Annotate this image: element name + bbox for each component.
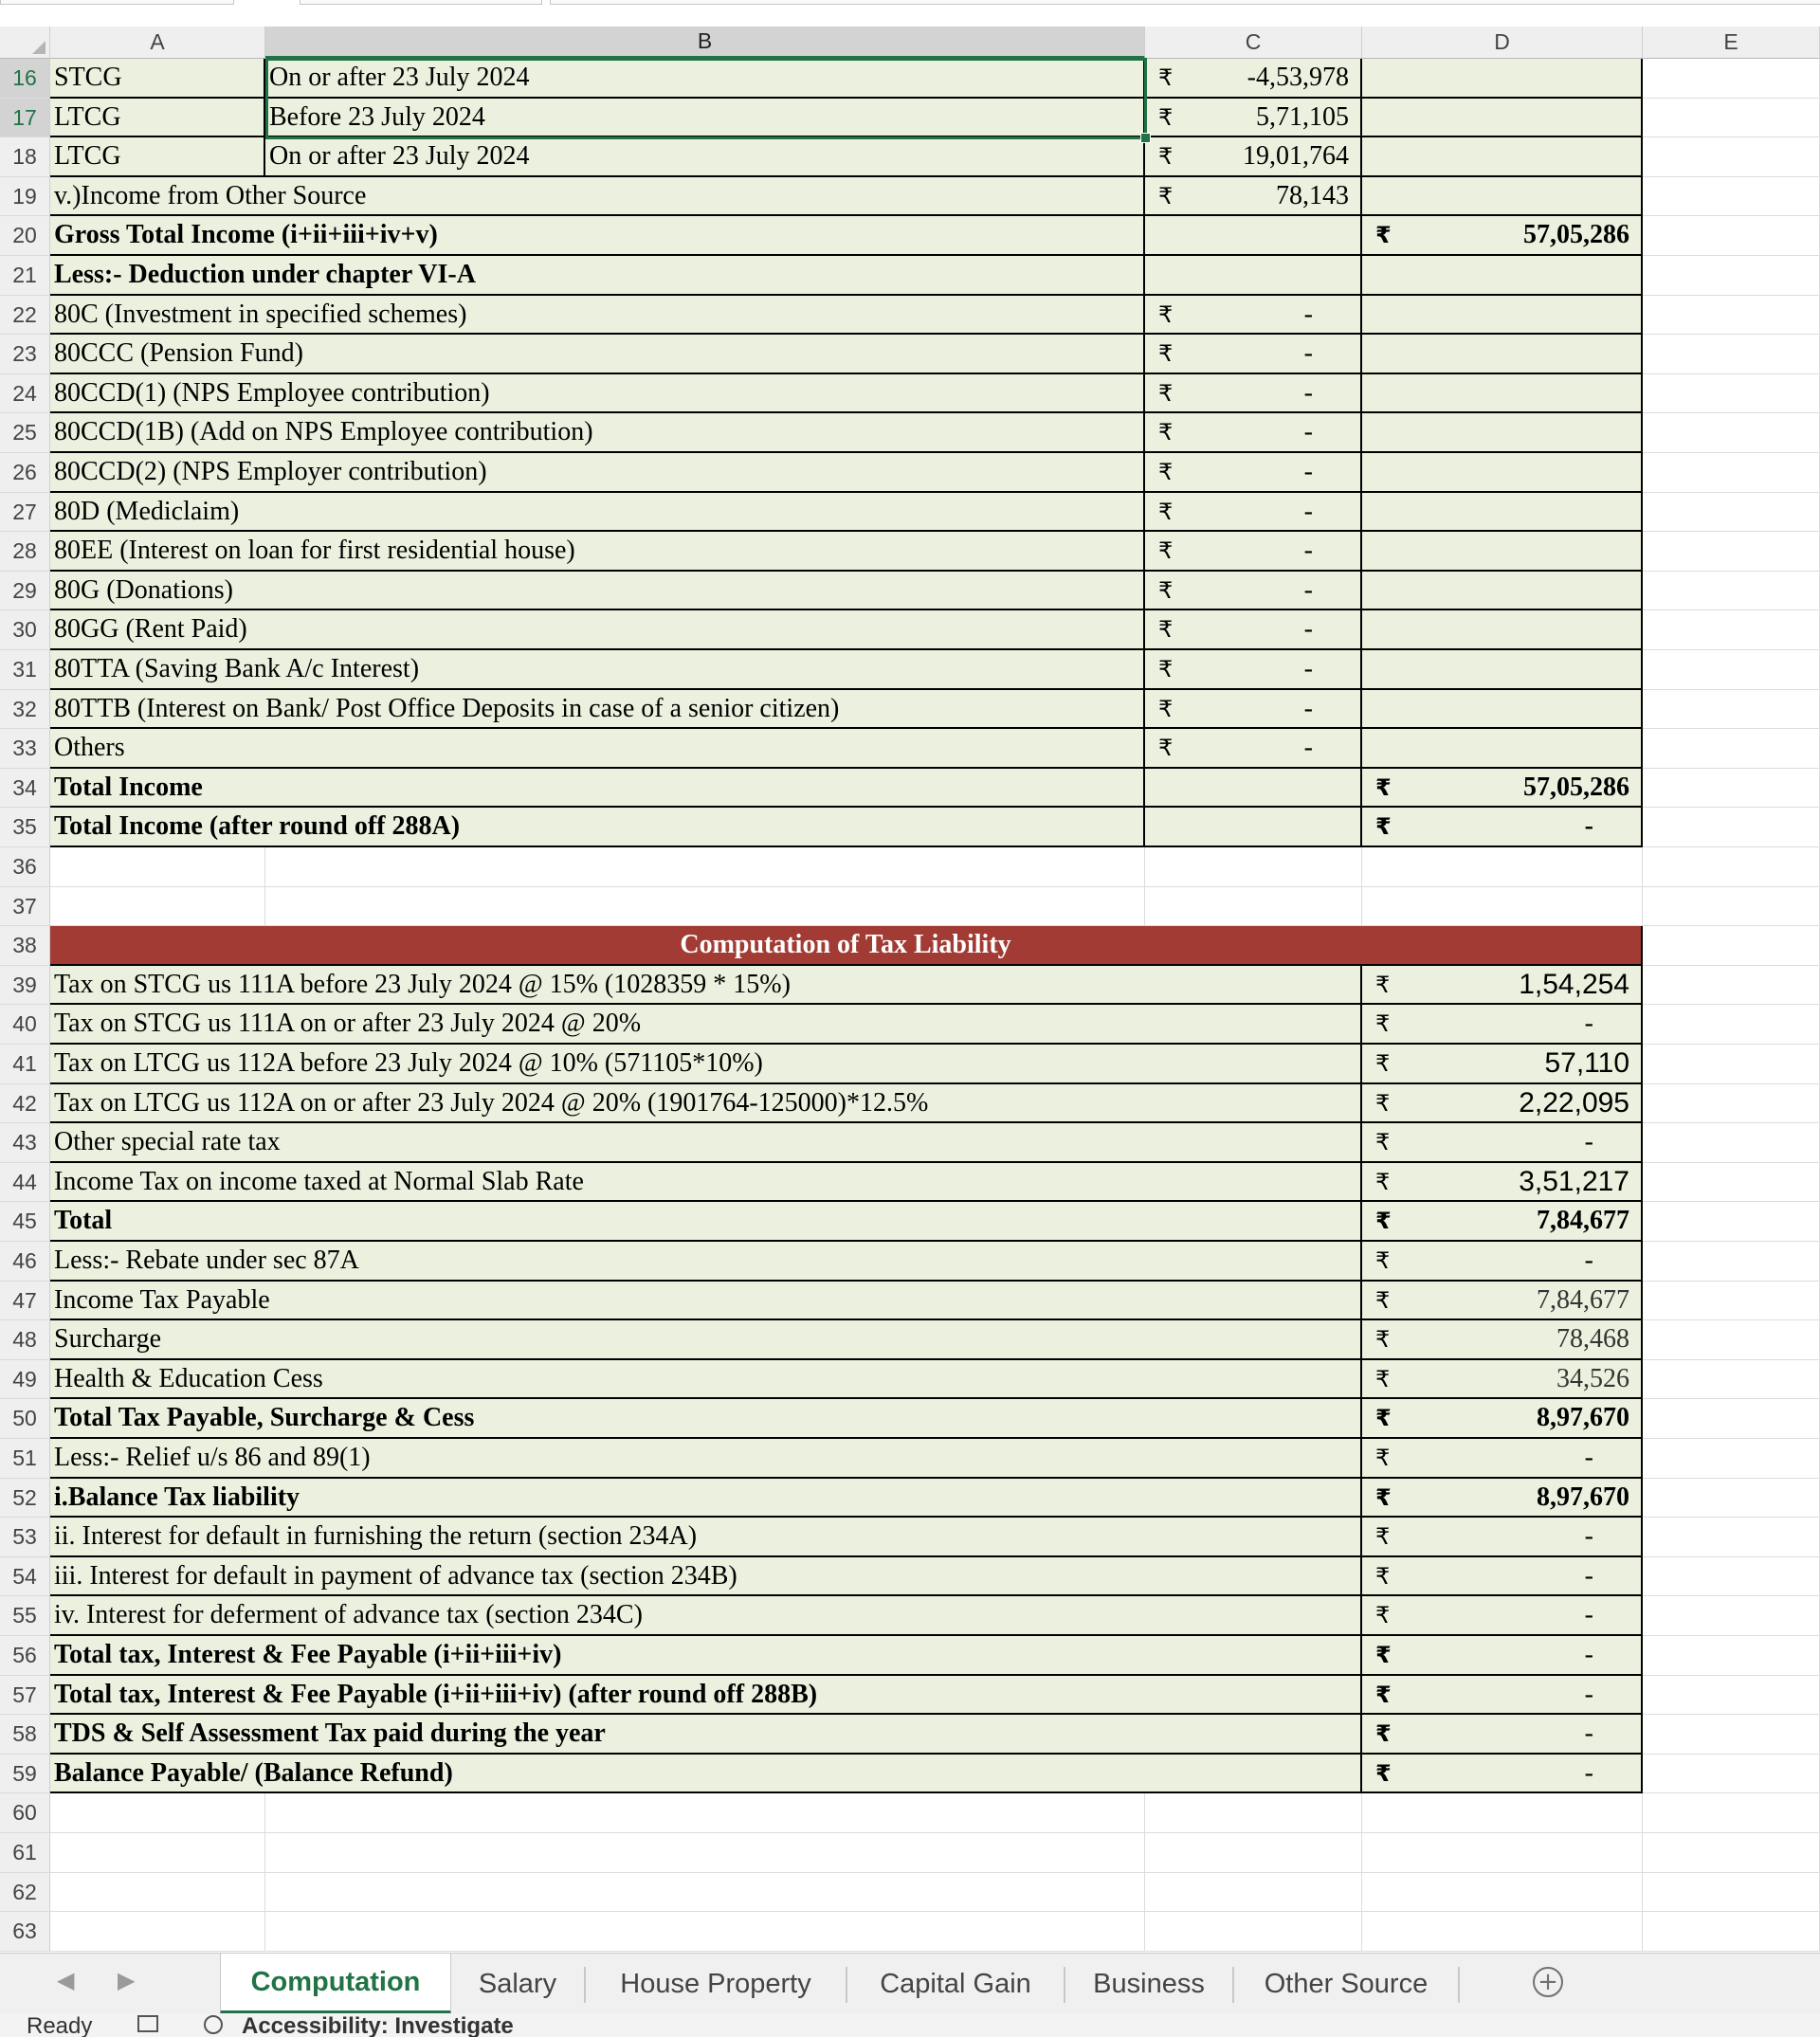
cell-empty[interactable] — [265, 1912, 1145, 1952]
row-header-29[interactable]: 29 — [0, 572, 50, 610]
rupee-symbol[interactable]: ₹ — [1362, 1715, 1643, 1755]
cell-label[interactable]: TDS & Self Assessment Tax paid during the year — [50, 1715, 1362, 1755]
cell-value[interactable]: - — [1362, 1676, 1643, 1715]
row-header-45[interactable]: 45 — [0, 1202, 50, 1242]
cell-value[interactable]: 3,51,217 — [1362, 1163, 1643, 1202]
rupee-symbol[interactable]: ₹ — [1362, 1045, 1643, 1084]
cell-empty[interactable] — [1643, 1242, 1820, 1282]
row-header-35[interactable]: 35 — [0, 808, 50, 847]
cell-value[interactable]: - — [1145, 729, 1362, 769]
rupee-symbol[interactable] — [1362, 296, 1643, 335]
row-header-61[interactable]: 61 — [0, 1833, 50, 1873]
rupee-symbol[interactable] — [1362, 374, 1643, 413]
cell-empty[interactable] — [1643, 729, 1820, 769]
cell-empty[interactable] — [1362, 1912, 1643, 1952]
cell-empty[interactable] — [1643, 1123, 1820, 1163]
cell-value[interactable]: 19,01,764 — [1145, 137, 1362, 177]
column-header-a[interactable]: A — [50, 27, 265, 59]
cell-label[interactable]: 80GG (Rent Paid) — [50, 610, 1145, 650]
cell-empty[interactable] — [1643, 1479, 1820, 1518]
cell-label[interactable]: v.)Income from Other Source — [50, 177, 1145, 216]
rupee-symbol[interactable]: ₹ — [1362, 1163, 1643, 1202]
cell-empty[interactable] — [1643, 1005, 1820, 1045]
rupee-symbol[interactable]: ₹ — [1145, 413, 1362, 453]
cell-label[interactable]: Total Income — [50, 769, 1145, 808]
cell-empty[interactable] — [1643, 1912, 1820, 1952]
cell-value[interactable]: 57,05,286 — [1362, 216, 1643, 256]
tab-salary[interactable]: Salary — [478, 1968, 557, 1999]
row-header-30[interactable]: 30 — [0, 610, 50, 650]
accessibility-icon[interactable] — [204, 2015, 223, 2034]
cell-label[interactable]: Income Tax Payable — [50, 1282, 1362, 1320]
cell-empty[interactable] — [1643, 1557, 1820, 1596]
status-ready: Ready — [27, 2013, 93, 2037]
cell-label[interactable]: STCG — [50, 59, 265, 99]
rupee-symbol[interactable]: ₹ — [1145, 729, 1362, 769]
row-header-54[interactable]: 54 — [0, 1557, 50, 1596]
rupee-symbol[interactable] — [1362, 256, 1643, 296]
formula-bar-edge — [0, 0, 1820, 27]
cell-label[interactable]: LTCG — [50, 99, 265, 137]
rupee-symbol[interactable]: ₹ — [1362, 216, 1643, 256]
row-header-18[interactable]: 18 — [0, 137, 50, 177]
cell-empty[interactable] — [1643, 1873, 1820, 1912]
column-header-b[interactable]: B — [265, 27, 1145, 59]
row-header-19[interactable]: 19 — [0, 177, 50, 216]
cell-empty[interactable] — [1643, 1833, 1820, 1873]
row-header-59[interactable]: 59 — [0, 1755, 50, 1793]
cell-label[interactable]: 80CCD(2) (NPS Employer contribution) — [50, 453, 1145, 493]
rupee-symbol[interactable]: ₹ — [1362, 966, 1643, 1005]
row-header-22[interactable]: 22 — [0, 296, 50, 335]
rupee-symbol[interactable] — [1362, 99, 1643, 137]
rupee-symbol[interactable]: ₹ — [1145, 493, 1362, 532]
cell-label[interactable]: 80TTA (Saving Bank A/c Interest) — [50, 650, 1145, 690]
row-header-21[interactable]: 21 — [0, 256, 50, 296]
cell-label[interactable]: Less:- Deduction under chapter VI-A — [50, 256, 1145, 296]
row-header-42[interactable]: 42 — [0, 1084, 50, 1123]
cell-value[interactable]: - — [1145, 374, 1362, 413]
rupee-symbol[interactable]: ₹ — [1145, 374, 1362, 413]
cell-label[interactable]: Total Income (after round off 288A) — [50, 808, 1145, 847]
add-sheet-icon[interactable]: + — [1533, 1967, 1563, 1997]
cell-value[interactable]: - — [1145, 296, 1362, 335]
row-header-16[interactable]: 16 — [0, 59, 50, 99]
cell-value[interactable]: - — [1362, 1596, 1643, 1636]
cell-empty[interactable] — [1643, 532, 1820, 572]
cell-empty[interactable] — [1643, 1320, 1820, 1360]
row-header-28[interactable]: 28 — [0, 532, 50, 572]
cell-empty[interactable] — [1643, 453, 1820, 493]
row-header-41[interactable]: 41 — [0, 1045, 50, 1084]
cell-value[interactable]: - — [1362, 1242, 1643, 1282]
cell-value[interactable]: - — [1145, 690, 1362, 729]
cell-value[interactable]: - — [1145, 453, 1362, 493]
rupee-symbol[interactable]: ₹ — [1145, 296, 1362, 335]
cell-empty[interactable] — [1643, 966, 1820, 1005]
row-header-38[interactable]: 38 — [0, 926, 50, 966]
cell-label[interactable]: 80D (Mediclaim) — [50, 493, 1145, 532]
rupee-symbol[interactable] — [1362, 59, 1643, 99]
cell-empty[interactable] — [265, 1873, 1145, 1912]
row-header-60[interactable]: 60 — [0, 1793, 50, 1833]
cell-sublabel[interactable]: Before 23 July 2024 — [265, 99, 1145, 137]
cell-label[interactable]: Total tax, Interest & Fee Payable (i+ii+iii+iv) — [50, 1636, 1362, 1676]
cell-empty[interactable] — [1643, 335, 1820, 374]
rupee-symbol[interactable]: ₹ — [1362, 1282, 1643, 1320]
rupee-symbol[interactable]: ₹ — [1362, 1557, 1643, 1596]
tab-house-property[interactable]: House Property — [620, 1968, 811, 1999]
cell-value[interactable]: 5,71,105 — [1145, 99, 1362, 137]
cell-value[interactable]: 57,05,286 — [1362, 769, 1643, 808]
row-header-48[interactable]: 48 — [0, 1320, 50, 1360]
rupee-symbol[interactable] — [1362, 453, 1643, 493]
rupee-symbol[interactable] — [1362, 493, 1643, 532]
cell-empty[interactable] — [1643, 1715, 1820, 1755]
cell-label[interactable]: Gross Total Income (i+ii+iii+iv+v) — [50, 216, 1145, 256]
accessibility-status[interactable]: Accessibility: Investigate — [242, 2013, 514, 2037]
cell-empty[interactable] — [1643, 99, 1820, 137]
cell-empty[interactable] — [1643, 493, 1820, 532]
rupee-symbol[interactable] — [1362, 690, 1643, 729]
cell-empty[interactable] — [1145, 847, 1362, 887]
cell-empty[interactable] — [1643, 1676, 1820, 1715]
rupee-symbol[interactable]: ₹ — [1145, 453, 1362, 493]
row-header-40[interactable]: 40 — [0, 1005, 50, 1045]
cell-empty[interactable] — [1643, 1084, 1820, 1123]
cell-value[interactable]: 57,110 — [1362, 1045, 1643, 1084]
cell-empty[interactable] — [50, 1912, 265, 1952]
cell-value[interactable]: - — [1362, 1005, 1643, 1045]
cell-label[interactable]: 80CCD(1B) (Add on NPS Employee contribution) — [50, 413, 1145, 453]
row-header-20[interactable]: 20 — [0, 216, 50, 256]
cell-value[interactable]: - — [1362, 1123, 1643, 1163]
row-header-58[interactable]: 58 — [0, 1715, 50, 1755]
row-header-50[interactable]: 50 — [0, 1399, 50, 1439]
cell-empty[interactable] — [1145, 1793, 1362, 1833]
tab-computation[interactable]: Computation — [220, 1954, 451, 2014]
cell-empty[interactable] — [1362, 1793, 1643, 1833]
rupee-symbol[interactable]: ₹ — [1362, 1360, 1643, 1399]
cell-label[interactable]: Less:- Rebate under sec 87A — [50, 1242, 1362, 1282]
cell-value[interactable]: 78,143 — [1145, 177, 1362, 216]
cell-label[interactable]: Others — [50, 729, 1145, 769]
rupee-symbol[interactable]: ₹ — [1362, 808, 1643, 847]
cell-empty[interactable] — [1145, 1833, 1362, 1873]
cell-empty[interactable] — [1643, 690, 1820, 729]
row-header-63[interactable]: 63 — [0, 1912, 50, 1952]
cell-value[interactable]: 1,54,254 — [1362, 966, 1643, 1005]
cell-label[interactable]: 80C (Investment in specified schemes) — [50, 296, 1145, 335]
fill-handle[interactable] — [1140, 133, 1151, 143]
cell-empty[interactable] — [1643, 1755, 1820, 1793]
cell-value[interactable]: - — [1145, 493, 1362, 532]
cell-label[interactable]: Tax on STCG us 111A on or after 23 July 2024 @ 20% — [50, 1005, 1362, 1045]
column-header-c[interactable]: C — [1145, 27, 1362, 59]
row-header-24[interactable]: 24 — [0, 374, 50, 413]
cell-empty[interactable] — [1643, 413, 1820, 453]
cell-empty[interactable] — [1643, 887, 1820, 926]
cell-label[interactable]: 80G (Donations) — [50, 572, 1145, 610]
rupee-symbol[interactable]: ₹ — [1145, 650, 1362, 690]
cell-label[interactable]: Tax on STCG us 111A before 23 July 2024 @ 15% (1028359 * 15%) — [50, 966, 1362, 1005]
tab-other-source[interactable]: Other Source — [1264, 1968, 1429, 1999]
rupee-symbol[interactable]: ₹ — [1362, 1005, 1643, 1045]
rupee-symbol[interactable]: ₹ — [1145, 690, 1362, 729]
cell-value[interactable]: 8,97,670 — [1362, 1479, 1643, 1518]
cell-label[interactable]: Total Tax Payable, Surcharge & Cess — [50, 1399, 1362, 1439]
cell-label[interactable]: i.Balance Tax liability — [50, 1479, 1362, 1518]
row-header-53[interactable]: 53 — [0, 1518, 50, 1557]
cell-empty[interactable] — [265, 1833, 1145, 1873]
cell-empty[interactable] — [1145, 1912, 1362, 1952]
row-header-44[interactable]: 44 — [0, 1163, 50, 1202]
tab-business[interactable]: Business — [1093, 1968, 1205, 1999]
rupee-symbol[interactable]: ₹ — [1362, 1755, 1643, 1793]
rupee-symbol[interactable] — [1362, 413, 1643, 453]
cell-label[interactable]: Total tax, Interest & Fee Payable (i+ii+iii+iv) (after round off 288B) — [50, 1676, 1362, 1715]
cell-empty[interactable] — [1362, 1873, 1643, 1912]
column-header-e[interactable]: E — [1643, 27, 1820, 59]
cell-value[interactable]: - — [1362, 1636, 1643, 1676]
row-header-37[interactable]: 37 — [0, 887, 50, 926]
cell-empty[interactable] — [1643, 926, 1820, 966]
rupee-symbol[interactable]: ₹ — [1362, 1636, 1643, 1676]
cell-empty[interactable] — [1643, 847, 1820, 887]
tab-capital-gain[interactable]: Capital Gain — [880, 1968, 1031, 1999]
rupee-symbol[interactable]: ₹ — [1362, 1518, 1643, 1557]
cell-empty[interactable] — [50, 1833, 265, 1873]
cell-label[interactable]: iv. Interest for deferment of advance tax (section 234C) — [50, 1596, 1362, 1636]
rupee-symbol[interactable] — [1362, 532, 1643, 572]
row-header-34[interactable]: 34 — [0, 769, 50, 808]
select-all-corner[interactable] — [0, 27, 50, 59]
cell-label[interactable]: 80CCC (Pension Fund) — [50, 335, 1145, 374]
rupee-symbol[interactable] — [1145, 216, 1362, 256]
cell-label[interactable]: Total — [50, 1202, 1362, 1242]
row-header-51[interactable]: 51 — [0, 1439, 50, 1479]
row-header-27[interactable]: 27 — [0, 493, 50, 532]
cell-empty[interactable] — [1643, 177, 1820, 216]
rupee-symbol[interactable] — [1362, 137, 1643, 177]
cell-empty[interactable] — [1643, 1439, 1820, 1479]
cell-empty[interactable] — [1643, 769, 1820, 808]
cell-label[interactable]: Other special rate tax — [50, 1123, 1362, 1163]
rupee-symbol[interactable]: ₹ — [1362, 1399, 1643, 1439]
rupee-symbol[interactable]: ₹ — [1362, 1676, 1643, 1715]
rupee-symbol[interactable] — [1362, 729, 1643, 769]
row-header-62[interactable]: 62 — [0, 1873, 50, 1912]
cell-empty[interactable] — [1643, 650, 1820, 690]
rupee-symbol[interactable]: ₹ — [1145, 610, 1362, 650]
cell-empty[interactable] — [1145, 887, 1362, 926]
row-header-17[interactable]: 17 — [0, 99, 50, 137]
cell-value[interactable]: 34,526 — [1362, 1360, 1643, 1399]
row-header-47[interactable]: 47 — [0, 1282, 50, 1320]
cell-empty[interactable] — [1643, 1360, 1820, 1399]
cell-value[interactable]: - — [1362, 1518, 1643, 1557]
cell-empty[interactable] — [50, 887, 265, 926]
row-header-57[interactable]: 57 — [0, 1676, 50, 1715]
sheet-tab-bar — [0, 1953, 1820, 2014]
rupee-symbol[interactable] — [1362, 650, 1643, 690]
cell-empty[interactable] — [1643, 808, 1820, 847]
cell-empty[interactable] — [1362, 887, 1643, 926]
cell-value[interactable]: 8,97,670 — [1362, 1399, 1643, 1439]
cell-empty[interactable] — [1643, 1518, 1820, 1557]
row-header-26[interactable]: 26 — [0, 453, 50, 493]
cell-value[interactable]: 7,84,677 — [1362, 1202, 1643, 1242]
section-header-tax-liability[interactable]: Computation of Tax Liability — [50, 926, 1643, 966]
rupee-symbol[interactable]: ₹ — [1145, 137, 1362, 177]
rupee-symbol[interactable] — [1362, 177, 1643, 216]
cell-empty[interactable] — [1362, 847, 1643, 887]
cell-label[interactable]: Balance Payable/ (Balance Refund) — [50, 1755, 1362, 1793]
row-header-46[interactable]: 46 — [0, 1242, 50, 1282]
cell-empty[interactable] — [265, 847, 1145, 887]
rupee-symbol[interactable]: ₹ — [1362, 769, 1643, 808]
cell-label[interactable]: Tax on LTCG us 112A before 23 July 2024 @ 10% (571105*10%) — [50, 1045, 1362, 1084]
row-header-52[interactable]: 52 — [0, 1479, 50, 1518]
cell-value[interactable]: - — [1362, 1715, 1643, 1755]
prev-sheet-icon[interactable]: ◀ — [57, 1968, 75, 1993]
cell-empty[interactable] — [1643, 1596, 1820, 1636]
rupee-symbol[interactable]: ₹ — [1362, 1084, 1643, 1123]
cell-value[interactable]: 7,84,677 — [1362, 1282, 1643, 1320]
status-bar — [0, 2013, 1820, 2037]
column-header-d[interactable]: D — [1362, 27, 1643, 59]
row-header-23[interactable]: 23 — [0, 335, 50, 374]
cell-sublabel[interactable]: On or after 23 July 2024 — [265, 59, 1145, 99]
cell-value[interactable]: - — [1362, 1557, 1643, 1596]
rupee-symbol[interactable]: ₹ — [1145, 99, 1362, 137]
next-sheet-icon[interactable]: ▶ — [118, 1968, 136, 1993]
cell-empty[interactable] — [1643, 1793, 1820, 1833]
cell-empty[interactable] — [50, 847, 265, 887]
row-header-25[interactable]: 25 — [0, 413, 50, 453]
rupee-symbol[interactable]: ₹ — [1145, 572, 1362, 610]
cell-label[interactable]: Less:- Relief u/s 86 and 89(1) — [50, 1439, 1362, 1479]
cell-empty[interactable] — [50, 1873, 265, 1912]
rupee-symbol[interactable]: ₹ — [1362, 1439, 1643, 1479]
cell-sublabel[interactable]: On or after 23 July 2024 — [265, 137, 1145, 177]
cell-empty[interactable] — [265, 887, 1145, 926]
row-header-49[interactable]: 49 — [0, 1360, 50, 1399]
rupee-symbol[interactable] — [1362, 572, 1643, 610]
rupee-symbol[interactable] — [1145, 769, 1362, 808]
cell-value[interactable]: - — [1145, 610, 1362, 650]
cell-empty[interactable] — [50, 1793, 265, 1833]
rupee-symbol[interactable]: ₹ — [1362, 1596, 1643, 1636]
cell-label[interactable]: ii. Interest for default in furnishing the return (section 234A) — [50, 1518, 1362, 1557]
cell-empty[interactable] — [1643, 1636, 1820, 1676]
rupee-symbol[interactable]: ₹ — [1145, 335, 1362, 374]
cell-value[interactable]: -4,53,978 — [1145, 59, 1362, 99]
cell-label[interactable]: Health & Education Cess — [50, 1360, 1362, 1399]
cell-empty[interactable] — [1643, 1202, 1820, 1242]
row-header-32[interactable]: 32 — [0, 690, 50, 729]
cell-label[interactable]: Tax on LTCG us 112A on or after 23 July 2024 @ 20% (1901764-125000)*12.5% — [50, 1084, 1362, 1123]
cell-label[interactable]: Surcharge — [50, 1320, 1362, 1360]
rupee-symbol[interactable]: ₹ — [1362, 1202, 1643, 1242]
rupee-symbol[interactable] — [1362, 335, 1643, 374]
row-header-55[interactable]: 55 — [0, 1596, 50, 1636]
cell-empty[interactable] — [1643, 137, 1820, 177]
cell-empty[interactable] — [1362, 1833, 1643, 1873]
cell-empty[interactable] — [1643, 59, 1820, 99]
cell-value[interactable]: - — [1362, 1439, 1643, 1479]
row-header-33[interactable]: 33 — [0, 729, 50, 769]
cell-value[interactable]: - — [1145, 532, 1362, 572]
macro-record-icon[interactable] — [137, 2015, 158, 2032]
rupee-symbol[interactable]: ₹ — [1362, 1242, 1643, 1282]
row-header-36[interactable]: 36 — [0, 847, 50, 887]
rupee-symbol[interactable] — [1362, 610, 1643, 650]
cell-value[interactable]: - — [1145, 572, 1362, 610]
row-header-56[interactable]: 56 — [0, 1636, 50, 1676]
rupee-symbol[interactable] — [1145, 808, 1362, 847]
cell-empty[interactable] — [1643, 1045, 1820, 1084]
cell-empty[interactable] — [1643, 216, 1820, 256]
rupee-symbol[interactable]: ₹ — [1145, 532, 1362, 572]
cell-value[interactable]: 2,22,095 — [1362, 1084, 1643, 1123]
cell-empty[interactable] — [1643, 1399, 1820, 1439]
rupee-symbol[interactable]: ₹ — [1145, 59, 1362, 99]
cell-empty[interactable] — [1643, 1163, 1820, 1202]
cell-value[interactable]: - — [1145, 650, 1362, 690]
cell-empty[interactable] — [1643, 296, 1820, 335]
row-header-31[interactable]: 31 — [0, 650, 50, 690]
cell-empty[interactable] — [1643, 1282, 1820, 1320]
cell-empty[interactable] — [265, 1793, 1145, 1833]
cell-empty[interactable] — [1643, 572, 1820, 610]
cell-value[interactable]: 78,468 — [1362, 1320, 1643, 1360]
cell-label[interactable]: Income Tax on income taxed at Normal Slab Rate — [50, 1163, 1362, 1202]
cell-value[interactable]: - — [1145, 335, 1362, 374]
rupee-symbol[interactable] — [1145, 256, 1362, 296]
cell-empty[interactable] — [1643, 374, 1820, 413]
cell-label[interactable]: 80EE (Interest on loan for first residential house) — [50, 532, 1145, 572]
rupee-symbol[interactable]: ₹ — [1145, 177, 1362, 216]
cell-label[interactable]: 80TTB (Interest on Bank/ Post Office Deposits in case of a senior citizen) — [50, 690, 1145, 729]
row-header-43[interactable]: 43 — [0, 1123, 50, 1163]
cell-label[interactable]: iii. Interest for default in payment of advance tax (section 234B) — [50, 1557, 1362, 1596]
cell-label[interactable]: LTCG — [50, 137, 265, 177]
cell-label[interactable]: 80CCD(1) (NPS Employee contribution) — [50, 374, 1145, 413]
rupee-symbol[interactable]: ₹ — [1362, 1320, 1643, 1360]
cell-value[interactable]: - — [1362, 1755, 1643, 1793]
cell-empty[interactable] — [1643, 610, 1820, 650]
cell-empty[interactable] — [1145, 1873, 1362, 1912]
rupee-symbol[interactable]: ₹ — [1362, 1123, 1643, 1163]
rupee-symbol[interactable]: ₹ — [1362, 1479, 1643, 1518]
cell-value[interactable]: - — [1362, 808, 1643, 847]
row-header-39[interactable]: 39 — [0, 966, 50, 1005]
cell-empty[interactable] — [1643, 256, 1820, 296]
cell-value[interactable]: - — [1145, 413, 1362, 453]
